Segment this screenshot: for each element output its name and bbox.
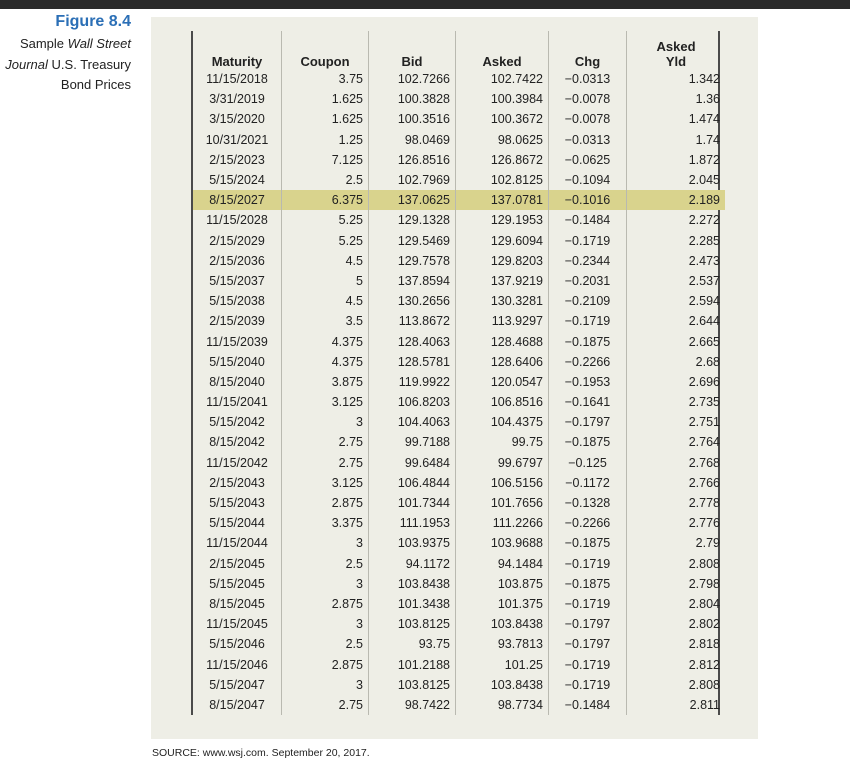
cell-maturity: 5/15/2047 [209, 677, 265, 692]
cell-chg: −0.1875 [549, 331, 627, 351]
cell-asked: 98.7734 [456, 695, 549, 715]
table-row [193, 453, 725, 473]
cell-chg: −0.1641 [549, 392, 627, 412]
cell-maturity: 2/15/2039 [209, 314, 265, 329]
cell-asked: 129.8203 [456, 251, 549, 271]
cell-asked-yld: 2.696 [627, 372, 726, 392]
table-row [193, 493, 725, 513]
cell-coupon: 3 [282, 533, 369, 553]
cell-asked-yld: 2.68 [627, 352, 726, 372]
cell-asked: 103.875 [456, 574, 549, 594]
cell-coupon: 2.875 [282, 594, 369, 614]
cell-asked-yld: 2.189 [627, 190, 726, 210]
cell-chg: −0.2266 [549, 513, 627, 533]
cell-asked: 106.8516 [456, 392, 549, 412]
cell-chg: −0.0313 [549, 130, 627, 150]
cell-maturity: 5/15/2037 [209, 273, 265, 288]
table-row [193, 432, 725, 452]
header-asked-yld-line1: Asked [656, 39, 696, 54]
table-row [193, 654, 725, 674]
cell-maturity: 11/15/2044 [206, 536, 268, 551]
cell-asked-yld: 1.342 [627, 69, 726, 89]
cell-coupon: 3 [282, 675, 369, 695]
cell-coupon: 3.125 [282, 473, 369, 493]
table-row [193, 675, 725, 695]
cell-asked-yld: 2.735 [627, 392, 726, 412]
cell-maturity: 11/15/2045 [206, 617, 268, 632]
cell-chg: −0.0313 [549, 69, 627, 89]
table-body [193, 69, 725, 715]
figure-caption [0, 12, 131, 96]
header-bid: Bid [369, 31, 456, 69]
cell-chg: −0.1484 [549, 210, 627, 230]
cell-coupon: 3.75 [282, 69, 369, 89]
cell-maturity: 11/15/2042 [206, 455, 268, 470]
cell-asked: 128.4688 [456, 331, 549, 351]
table-row [193, 554, 725, 574]
cell-coupon: 2.875 [282, 493, 369, 513]
table-row [193, 634, 725, 654]
cell-chg: −0.1875 [549, 574, 627, 594]
cell-bid: 137.8594 [369, 271, 456, 291]
table-row [193, 291, 725, 311]
cell-coupon: 4.375 [282, 352, 369, 372]
cell-asked: 106.5156 [456, 473, 549, 493]
cell-chg: −0.1875 [549, 533, 627, 553]
cell-bid: 130.2656 [369, 291, 456, 311]
cell-maturity: 5/15/2043 [209, 496, 265, 511]
cell-asked: 129.1953 [456, 210, 549, 230]
table-row [193, 372, 725, 392]
top-bar [0, 0, 850, 9]
cell-asked: 137.0781 [456, 190, 549, 210]
cell-asked-yld: 1.36 [627, 89, 726, 109]
cell-asked-yld: 2.766 [627, 473, 726, 493]
cell-bid: 99.7188 [369, 432, 456, 452]
cell-chg: −0.1719 [549, 675, 627, 695]
cell-asked: 104.4375 [456, 412, 549, 432]
cell-chg: −0.2109 [549, 291, 627, 311]
cell-chg: −0.2031 [549, 271, 627, 291]
cell-maturity: 5/15/2045 [209, 576, 265, 591]
cell-bid: 103.8125 [369, 614, 456, 634]
cell-asked: 126.8672 [456, 150, 549, 170]
cell-bid: 106.4844 [369, 473, 456, 493]
cell-asked: 103.8438 [456, 675, 549, 695]
table-row [193, 150, 725, 170]
figure-number: Figure 8.4 [55, 13, 131, 30]
cell-asked-yld: 2.751 [627, 412, 726, 432]
table-row [193, 594, 725, 614]
cell-asked-yld: 2.778 [627, 493, 726, 513]
cell-bid: 98.0469 [369, 130, 456, 150]
cell-asked: 120.0547 [456, 372, 549, 392]
cell-coupon: 1.625 [282, 89, 369, 109]
cell-bid: 111.1953 [369, 513, 456, 533]
cell-bid: 126.8516 [369, 150, 456, 170]
cell-coupon: 4.5 [282, 251, 369, 271]
cell-coupon: 2.875 [282, 654, 369, 674]
table-row [193, 130, 725, 150]
cell-coupon: 2.75 [282, 432, 369, 452]
cell-chg: −0.1953 [549, 372, 627, 392]
cell-bid: 119.9922 [369, 372, 456, 392]
cell-asked-yld: 2.804 [627, 594, 726, 614]
cell-coupon: 6.375 [282, 190, 369, 210]
cell-coupon: 3.875 [282, 372, 369, 392]
cell-asked-yld: 1.74 [627, 130, 726, 150]
figure-title-prefix: Sample [19, 36, 65, 51]
cell-coupon: 5.25 [282, 231, 369, 251]
cell-asked-yld: 2.594 [627, 291, 726, 311]
cell-bid: 137.0625 [369, 190, 456, 210]
cell-bid: 103.8438 [369, 574, 456, 594]
cell-bid: 128.4063 [369, 331, 456, 351]
cell-asked-yld: 2.285 [627, 231, 726, 251]
cell-asked: 102.8125 [456, 170, 549, 190]
cell-asked-yld: 2.776 [627, 513, 726, 533]
cell-bid: 100.3828 [369, 89, 456, 109]
cell-asked: 137.9219 [456, 271, 549, 291]
cell-bid: 101.2188 [369, 654, 456, 674]
cell-asked-yld: 2.798 [627, 574, 726, 594]
cell-chg: −0.1719 [549, 311, 627, 331]
table-row [193, 210, 725, 230]
cell-chg: −0.1484 [549, 695, 627, 715]
table-row [193, 311, 725, 331]
cell-chg: −0.1797 [549, 614, 627, 634]
cell-chg: −0.1797 [549, 634, 627, 654]
cell-chg: −0.1719 [549, 594, 627, 614]
cell-asked: 103.9688 [456, 533, 549, 553]
cell-chg: −0.2344 [549, 251, 627, 271]
header-chg: Chg [549, 31, 627, 69]
cell-asked: 93.7813 [456, 634, 549, 654]
cell-bid: 101.7344 [369, 493, 456, 513]
cell-maturity: 11/15/2028 [206, 213, 268, 228]
cell-maturity: 8/15/2047 [209, 697, 265, 712]
cell-bid: 103.9375 [369, 533, 456, 553]
table-row [193, 352, 725, 372]
figure-title [0, 34, 131, 96]
cell-asked: 101.25 [456, 654, 549, 674]
cell-bid: 113.8672 [369, 311, 456, 331]
cell-maturity: 5/15/2038 [209, 294, 265, 309]
cell-bid: 106.8203 [369, 392, 456, 412]
cell-chg: −0.1328 [549, 493, 627, 513]
cell-maturity: 3/31/2019 [209, 92, 265, 107]
header-asked: Asked [456, 31, 549, 69]
table-row [193, 331, 725, 351]
table-row [193, 89, 725, 109]
cell-coupon: 3.375 [282, 513, 369, 533]
cell-maturity: 11/15/2039 [206, 334, 268, 349]
cell-coupon: 3.5 [282, 311, 369, 331]
table-row [193, 513, 725, 533]
cell-asked-yld: 1.474 [627, 109, 726, 129]
header-coupon: Coupon [282, 31, 369, 69]
cell-asked-yld: 2.473 [627, 251, 726, 271]
cell-coupon: 2.75 [282, 453, 369, 473]
cell-bid: 129.7578 [369, 251, 456, 271]
cell-coupon: 3 [282, 574, 369, 594]
cell-coupon: 1.625 [282, 109, 369, 129]
cell-coupon: 3 [282, 614, 369, 634]
cell-asked: 129.6094 [456, 231, 549, 251]
cell-coupon: 3 [282, 412, 369, 432]
cell-asked: 111.2266 [456, 513, 549, 533]
cell-bid: 129.5469 [369, 231, 456, 251]
table-row [193, 473, 725, 493]
source-note: SOURCE: www.wsj.com. September 20, 2017. [152, 747, 370, 759]
cell-maturity: 8/15/2042 [209, 435, 265, 450]
cell-maturity: 5/15/2046 [209, 637, 265, 652]
header-asked-yld-line2: Yld [665, 54, 687, 69]
cell-bid: 128.5781 [369, 352, 456, 372]
cell-bid: 103.8125 [369, 675, 456, 695]
cell-coupon: 2.5 [282, 170, 369, 190]
cell-asked: 94.1484 [456, 554, 549, 574]
cell-maturity: 3/15/2020 [209, 112, 265, 127]
cell-coupon: 7.125 [282, 150, 369, 170]
table-row [193, 231, 725, 251]
cell-asked: 130.3281 [456, 291, 549, 311]
table-row [193, 614, 725, 634]
cell-asked: 99.6797 [456, 453, 549, 473]
cell-chg: −0.1094 [549, 170, 627, 190]
table-header-row [193, 31, 725, 69]
figure-title-suffix: U.S. Treasury Bond Prices [51, 56, 131, 92]
cell-maturity: 11/15/2041 [206, 395, 268, 410]
cell-asked-yld: 2.665 [627, 331, 726, 351]
cell-maturity: 5/15/2040 [209, 354, 265, 369]
cell-asked: 101.7656 [456, 493, 549, 513]
table-row [193, 533, 725, 553]
cell-asked-yld: 1.872 [627, 150, 726, 170]
table-row [193, 190, 725, 210]
cell-coupon: 2.5 [282, 634, 369, 654]
header-maturity: Maturity [211, 54, 263, 69]
cell-asked: 101.375 [456, 594, 549, 614]
cell-coupon: 4.5 [282, 291, 369, 311]
cell-bid: 129.1328 [369, 210, 456, 230]
cell-coupon: 3.125 [282, 392, 369, 412]
table-row [193, 170, 725, 190]
cell-bid: 102.7266 [369, 69, 456, 89]
table-row [193, 69, 725, 89]
cell-maturity: 5/15/2044 [209, 516, 265, 531]
cell-chg: −0.1016 [549, 190, 627, 210]
table-row [193, 392, 725, 412]
table-row [193, 251, 725, 271]
cell-bid: 99.6484 [369, 453, 456, 473]
cell-asked-yld: 2.818 [627, 634, 726, 654]
cell-coupon: 1.25 [282, 130, 369, 150]
cell-coupon: 2.75 [282, 695, 369, 715]
cell-bid: 102.7969 [369, 170, 456, 190]
cell-coupon: 5.25 [282, 210, 369, 230]
cell-asked-yld: 2.79 [627, 533, 726, 553]
cell-maturity: 5/15/2042 [209, 415, 265, 430]
cell-maturity: 2/15/2036 [209, 253, 265, 268]
cell-coupon: 2.5 [282, 554, 369, 574]
cell-maturity: 2/15/2045 [209, 556, 265, 571]
cell-maturity: 8/15/2045 [209, 596, 265, 611]
table-row [193, 109, 725, 129]
cell-asked-yld: 2.764 [627, 432, 726, 452]
cell-chg: −0.2266 [549, 352, 627, 372]
table-row [193, 695, 725, 715]
cell-maturity: 11/15/2018 [206, 72, 268, 87]
cell-bid: 104.4063 [369, 412, 456, 432]
bond-table-wrapper [191, 31, 720, 715]
cell-chg: −0.0078 [549, 109, 627, 129]
cell-chg: −0.1172 [549, 473, 627, 493]
cell-asked-yld: 2.802 [627, 614, 726, 634]
cell-asked-yld: 2.768 [627, 453, 726, 473]
cell-asked: 128.6406 [456, 352, 549, 372]
cell-maturity: 2/15/2029 [209, 233, 265, 248]
cell-asked-yld: 2.045 [627, 170, 726, 190]
figure-title-publication: Wall Street Journal [5, 36, 131, 72]
cell-asked-yld: 2.812 [627, 654, 726, 674]
cell-bid: 101.3438 [369, 594, 456, 614]
cell-asked: 99.75 [456, 432, 549, 452]
cell-chg: −0.0625 [549, 150, 627, 170]
cell-asked: 102.7422 [456, 69, 549, 89]
treasury-bond-table [193, 31, 725, 715]
cell-asked: 100.3672 [456, 109, 549, 129]
cell-coupon: 4.375 [282, 331, 369, 351]
cell-bid: 94.1172 [369, 554, 456, 574]
cell-asked-yld: 2.808 [627, 675, 726, 695]
cell-chg: −0.0078 [549, 89, 627, 109]
cell-asked-yld: 2.811 [627, 695, 726, 715]
cell-asked-yld: 2.808 [627, 554, 726, 574]
cell-bid: 93.75 [369, 634, 456, 654]
cell-asked: 100.3984 [456, 89, 549, 109]
cell-chg: −0.1797 [549, 412, 627, 432]
cell-maturity: 2/15/2043 [209, 475, 265, 490]
cell-chg: −0.1719 [549, 654, 627, 674]
cell-maturity: 11/15/2046 [206, 657, 268, 672]
cell-maturity: 2/15/2023 [209, 152, 265, 167]
cell-coupon: 5 [282, 271, 369, 291]
cell-asked: 103.8438 [456, 614, 549, 634]
cell-chg: −0.125 [549, 453, 627, 473]
cell-maturity: 8/15/2040 [209, 374, 265, 389]
cell-asked-yld: 2.272 [627, 210, 726, 230]
cell-chg: −0.1875 [549, 432, 627, 452]
table-row [193, 271, 725, 291]
table-row [193, 574, 725, 594]
cell-maturity: 10/31/2021 [205, 132, 269, 147]
cell-asked: 98.0625 [456, 130, 549, 150]
cell-maturity: 5/15/2024 [209, 173, 265, 188]
cell-asked: 113.9297 [456, 311, 549, 331]
header-asked-yld [627, 31, 726, 69]
cell-bid: 98.7422 [369, 695, 456, 715]
cell-maturity: 8/15/2027 [193, 190, 282, 210]
table-row [193, 412, 725, 432]
cell-asked-yld: 2.644 [627, 311, 726, 331]
cell-bid: 100.3516 [369, 109, 456, 129]
cell-asked-yld: 2.537 [627, 271, 726, 291]
cell-chg: −0.1719 [549, 554, 627, 574]
cell-chg: −0.1719 [549, 231, 627, 251]
